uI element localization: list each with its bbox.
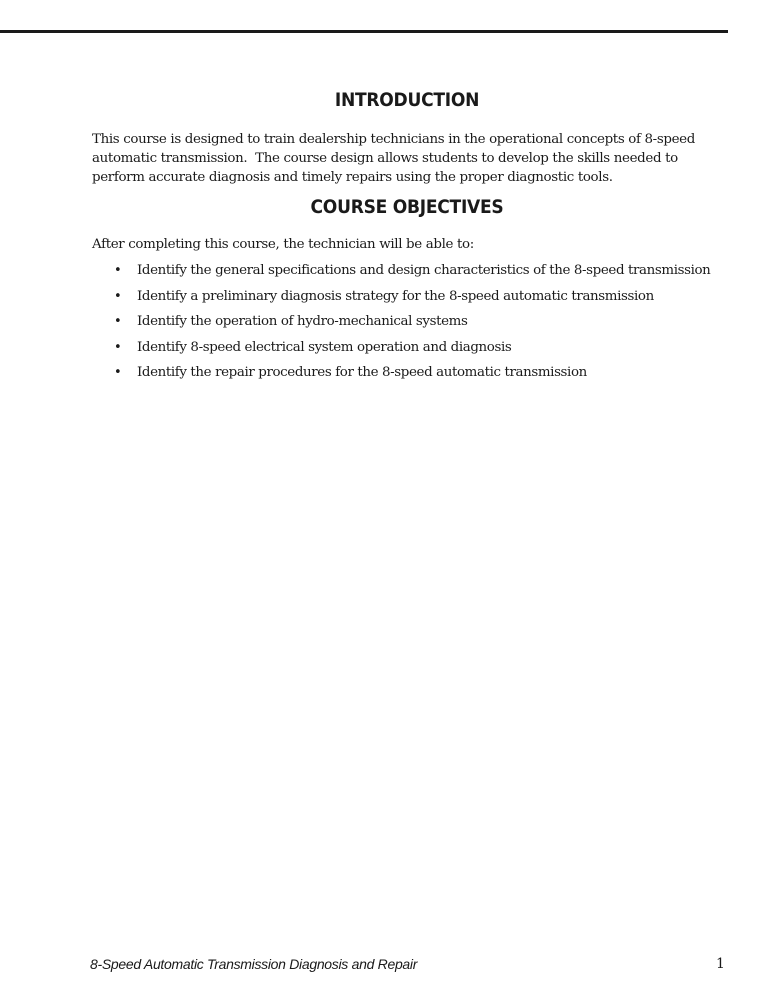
objectives-lead-text: After completing this course, the technician will be able to: <box>92 237 474 252</box>
header-rule <box>0 30 728 33</box>
introduction-paragraph <box>92 130 722 187</box>
bullet-icon: • <box>114 365 122 381</box>
introduction-line: perform accurate diagnosis and timely repairs using the proper diagnostic tools. <box>92 170 613 185</box>
objective-text: Identify the repair procedures for the 8-speed automatic transmission <box>137 365 587 381</box>
objective-text: Identify the operation of hydro-mechanical systems <box>137 314 468 330</box>
objective-text: Identify a preliminary diagnosis strategy for the 8-speed automatic transmission <box>137 288 654 304</box>
bullet-icon: • <box>114 314 122 330</box>
objective-item <box>92 287 722 306</box>
objective-item <box>92 261 722 280</box>
bullet-icon: • <box>114 339 122 355</box>
objective-item <box>92 312 722 331</box>
footer-document-title: 8-Speed Automatic Transmission Diagnosis and Repair <box>90 956 418 972</box>
objective-item <box>92 338 722 357</box>
objectives-list <box>92 261 722 382</box>
bullet-icon: • <box>114 263 122 278</box>
objective-text: Identify 8-speed electrical system operation and diagnosis <box>137 339 512 355</box>
page-content <box>92 88 722 389</box>
objective-text: Identify the general specifications and design characteristics of the 8-speed transmission <box>137 263 711 278</box>
objective-item <box>92 363 722 382</box>
bullet-icon: • <box>114 288 122 304</box>
introduction-heading: INTRODUCTION <box>334 89 480 111</box>
introduction-line: This course is designed to train dealership technicians in the operational concepts of 8-speed <box>92 132 695 147</box>
course-objectives-heading: COURSE OBJECTIVES <box>310 196 504 218</box>
introduction-line: automatic transmission. The course design allows students to develop the skills needed to <box>92 151 678 166</box>
page-number: 1 <box>716 956 725 972</box>
